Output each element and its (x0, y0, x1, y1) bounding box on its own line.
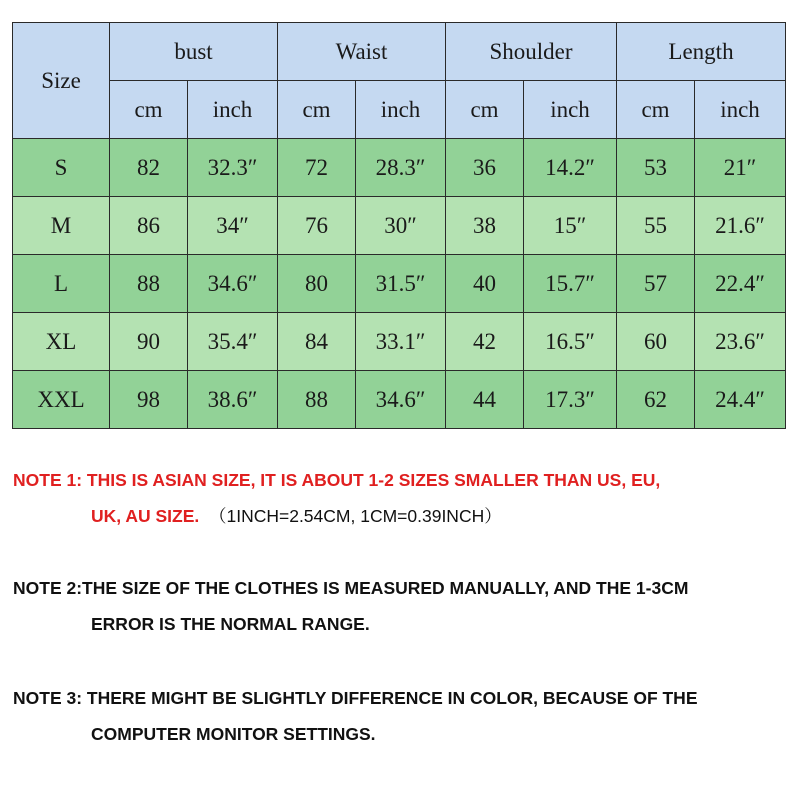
size-label-cell: L (13, 255, 110, 313)
measurement-cell: 88 (110, 255, 188, 313)
unit-header: inch (524, 81, 617, 139)
shoulder-header: Shoulder (446, 23, 617, 81)
measurement-cell: 34.6″ (188, 255, 278, 313)
note-1-line-2 (13, 498, 793, 534)
measurement-cell: 86 (110, 197, 188, 255)
note-1 (13, 462, 793, 534)
measurement-cell: 15.7″ (524, 255, 617, 313)
unit-header: inch (356, 81, 446, 139)
measurement-cell: 33.1″ (356, 313, 446, 371)
unit-header: cm (446, 81, 524, 139)
note-1-line-1: NOTE 1: THIS IS ASIAN SIZE, IT IS ABOUT 1-2 SIZES SMALLER THAN US, EU, (13, 470, 661, 490)
table-row (13, 139, 786, 197)
measurement-cell: 32.3″ (188, 139, 278, 197)
size-chart-table (12, 22, 786, 429)
measurement-cell: 38.6″ (188, 371, 278, 429)
waist-header: Waist (278, 23, 446, 81)
note-3-line-1: NOTE 3: THERE MIGHT BE SLIGHTLY DIFFERENCE IN COLOR, BECAUSE OF THE (13, 688, 698, 708)
measurement-cell: 23.6″ (695, 313, 786, 371)
measurement-cell: 62 (617, 371, 695, 429)
measurement-cell: 44 (446, 371, 524, 429)
size-label-cell: S (13, 139, 110, 197)
unit-header: cm (617, 81, 695, 139)
measurement-cell: 40 (446, 255, 524, 313)
measurement-cell: 22.4″ (695, 255, 786, 313)
measurement-cell: 82 (110, 139, 188, 197)
measurement-cell: 84 (278, 313, 356, 371)
measurement-cell: 38 (446, 197, 524, 255)
measurement-cell: 15″ (524, 197, 617, 255)
measurement-cell: 35.4″ (188, 313, 278, 371)
measurement-cell: 60 (617, 313, 695, 371)
measurement-cell: 21″ (695, 139, 786, 197)
header-row-groups (13, 23, 786, 81)
table-row (13, 197, 786, 255)
note-2 (13, 570, 793, 642)
unit-header: cm (278, 81, 356, 139)
measurement-cell: 57 (617, 255, 695, 313)
measurement-cell: 17.3″ (524, 371, 617, 429)
measurement-cell: 90 (110, 313, 188, 371)
table-row (13, 313, 786, 371)
measurement-cell: 34.6″ (356, 371, 446, 429)
bust-header: bust (110, 23, 278, 81)
measurement-cell: 53 (617, 139, 695, 197)
measurement-cell: 80 (278, 255, 356, 313)
measurement-cell: 88 (278, 371, 356, 429)
measurement-cell: 21.6″ (695, 197, 786, 255)
measurement-cell: 14.2″ (524, 139, 617, 197)
table-row (13, 255, 786, 313)
size-label-cell: M (13, 197, 110, 255)
measurement-cell: 72 (278, 139, 356, 197)
size-label-cell: XXL (13, 371, 110, 429)
unit-header: inch (695, 81, 786, 139)
unit-header: inch (188, 81, 278, 139)
measurement-cell: 28.3″ (356, 139, 446, 197)
measurement-cell: 36 (446, 139, 524, 197)
measurement-cell: 42 (446, 313, 524, 371)
measurement-cell: 16.5″ (524, 313, 617, 371)
note-1-conversion: （1INCH=2.54CM, 1CM=0.39INCH） (208, 506, 502, 526)
note-2-line-2: ERROR IS THE NORMAL RANGE. (91, 614, 370, 634)
note-3 (13, 680, 793, 752)
measurement-cell: 34″ (188, 197, 278, 255)
measurement-cell: 24.4″ (695, 371, 786, 429)
note-3-line-2: COMPUTER MONITOR SETTINGS. (91, 724, 376, 744)
note-2-line-1: NOTE 2:THE SIZE OF THE CLOTHES IS MEASURED MANUALLY, AND THE 1-3CM (13, 578, 689, 598)
measurement-cell: 55 (617, 197, 695, 255)
measurement-cell: 98 (110, 371, 188, 429)
size-header: Size (13, 23, 110, 139)
length-header: Length (617, 23, 786, 81)
table-row (13, 371, 786, 429)
note-1-sizes: UK, AU SIZE. (91, 506, 200, 526)
unit-header: cm (110, 81, 188, 139)
measurement-cell: 76 (278, 197, 356, 255)
measurement-cell: 30″ (356, 197, 446, 255)
size-rows (13, 139, 786, 429)
header-row-units (13, 81, 786, 139)
size-label-cell: XL (13, 313, 110, 371)
measurement-cell: 31.5″ (356, 255, 446, 313)
